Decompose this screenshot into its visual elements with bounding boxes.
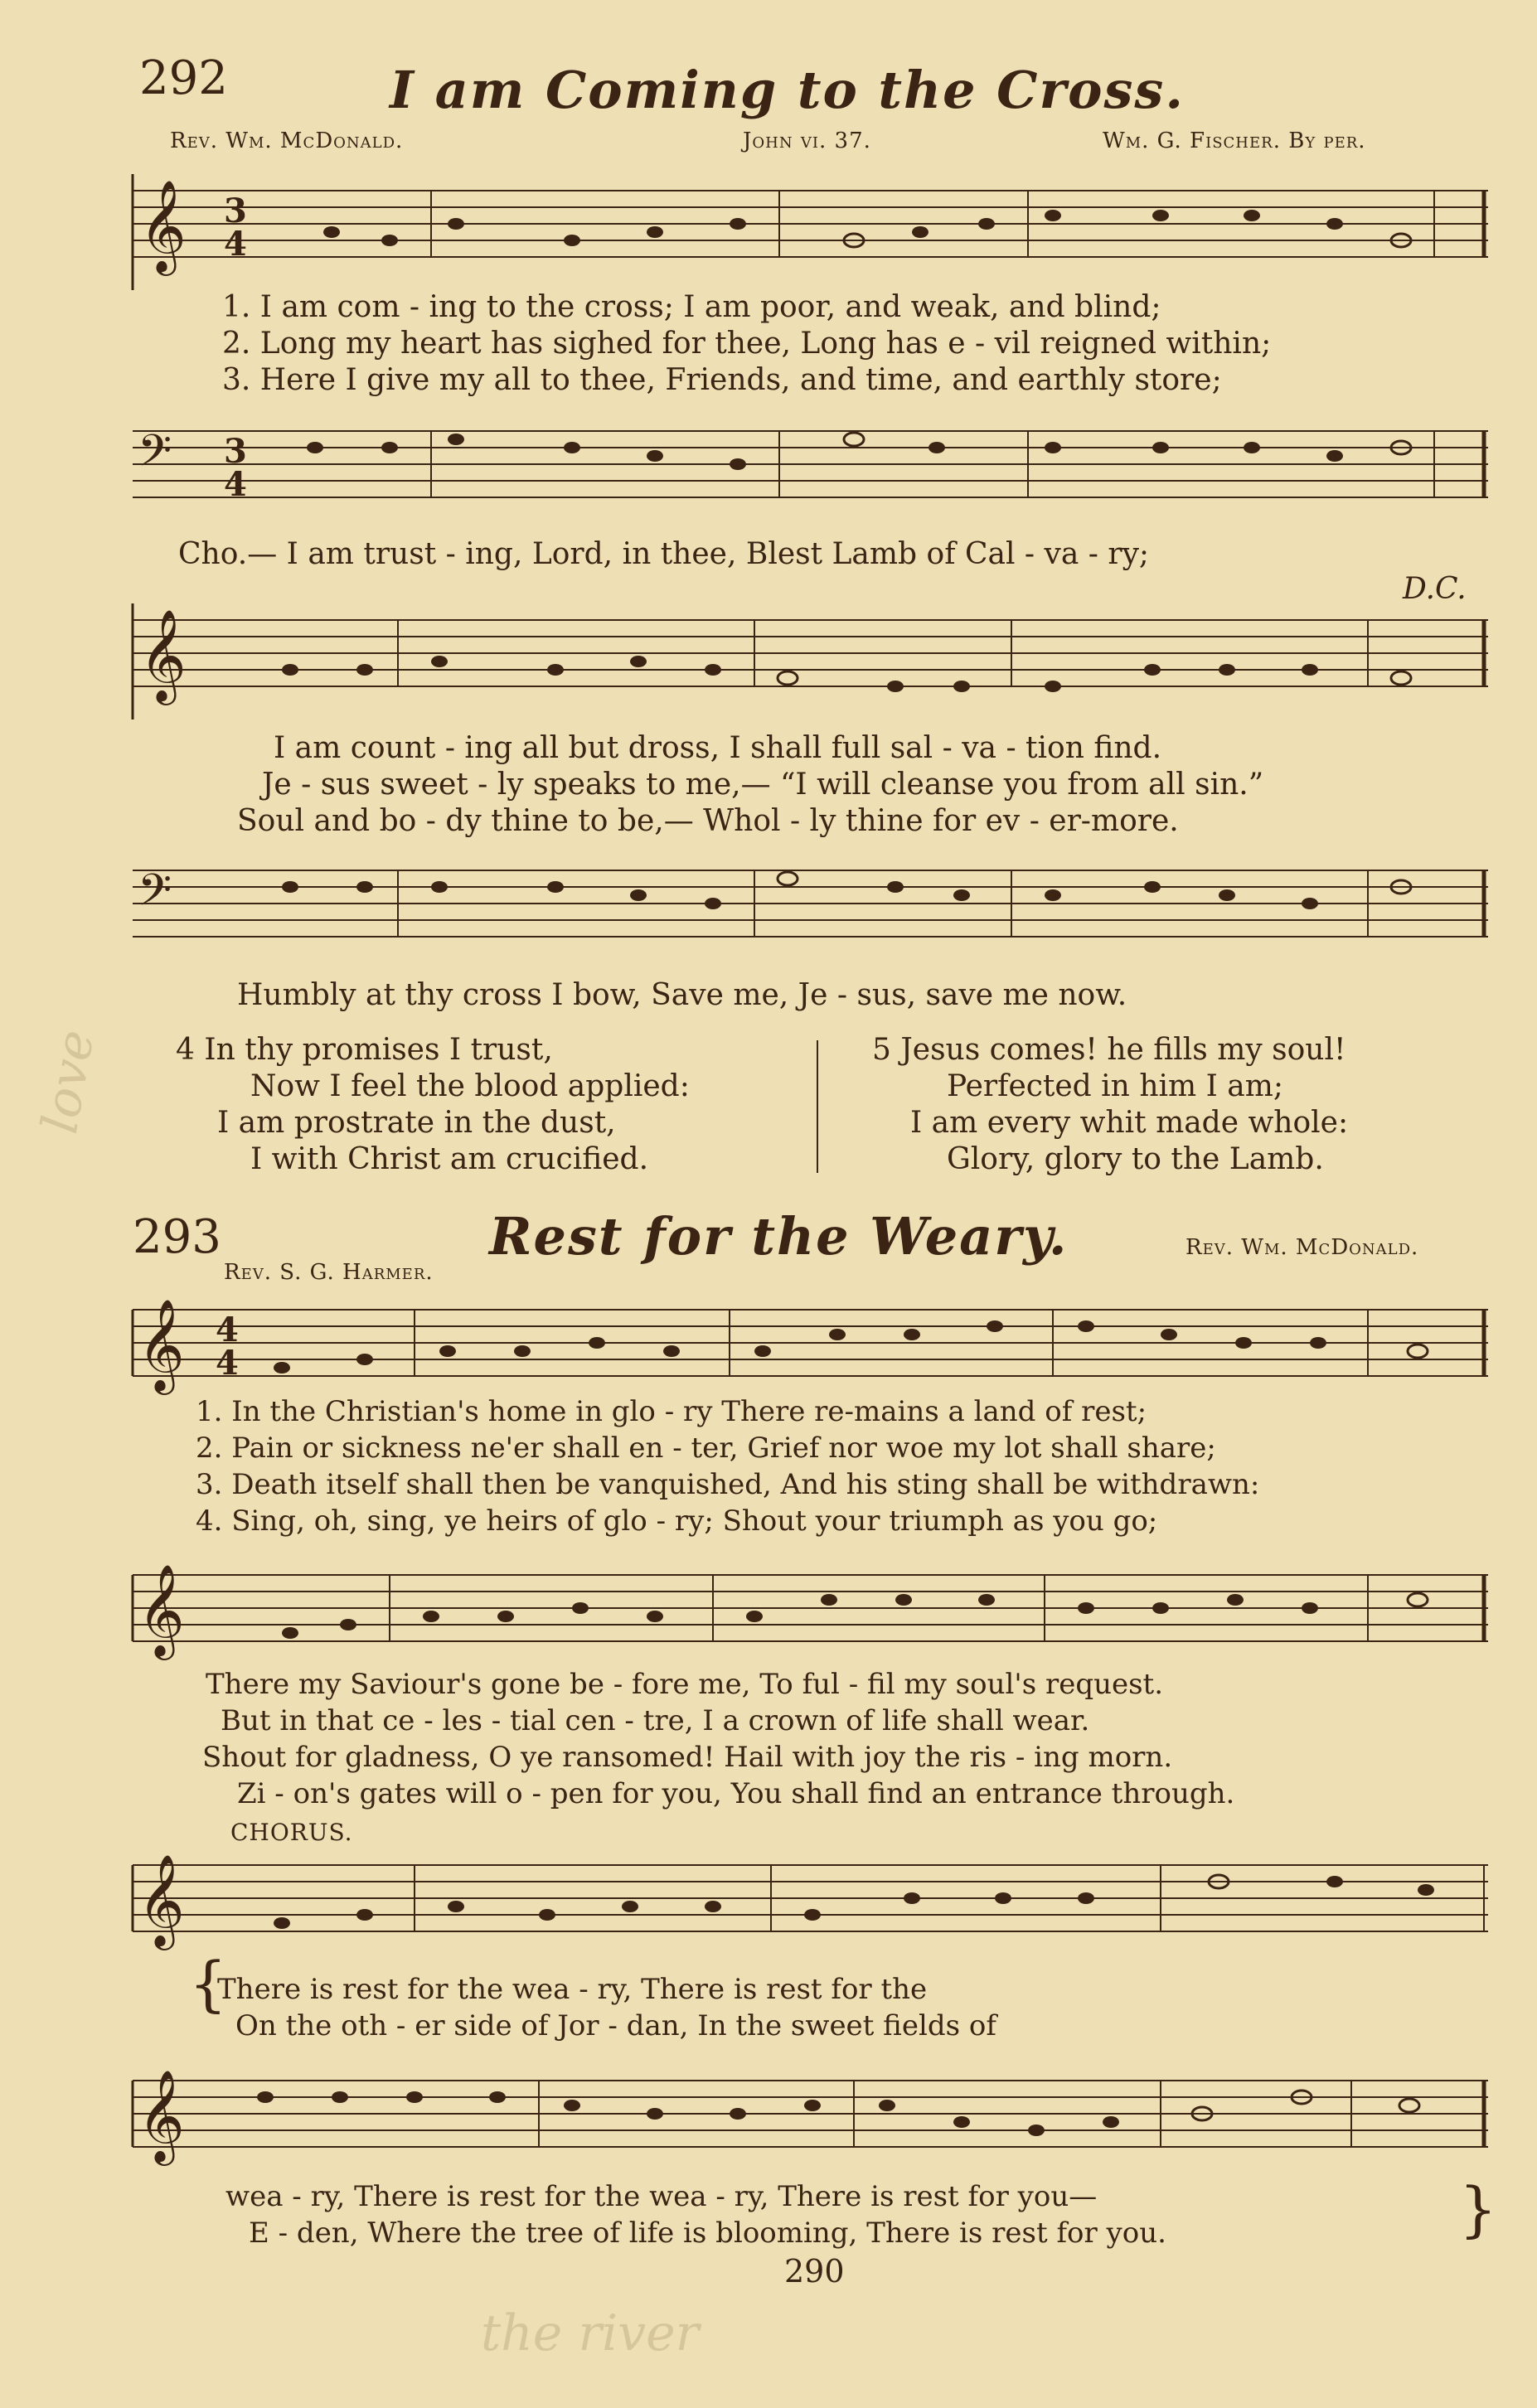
hymn-number: 293 [133,1210,221,1264]
lyric-line: 1. In the Christian's home in glo - ry There re-mains a land of rest; [196,1395,1147,1428]
stanza-4 [176,1032,690,1178]
lyric-line: Je - sus sweet - ly speaks to me,— “I will cleanse you from all sin.” [262,768,1264,802]
lyric-line: Soul and bo - dy thine to be,— Whol - ly thine for ev - er-more. [237,804,1179,838]
chorus-line: There is rest for the wea - ry, There is rest for the [217,1973,928,2006]
lyric-line: 3. Death itself shall then be vanquished, And his sting shall be withdrawn: [196,1468,1260,1501]
staff-treble [124,1558,1492,1666]
svg-text:𝄞: 𝄞 [138,1853,185,1946]
svg-text:4: 4 [224,465,247,504]
stanza-line: 4 In thy promises I trust, [176,1033,553,1067]
svg-text:𝄞: 𝄞 [138,1563,185,1656]
hymn-title: I am Coming to the Cross. [390,60,1185,120]
svg-text:𝄞: 𝄞 [139,179,187,272]
lyric-line: I am count - ing all but dross, I shall full sal - va - tion find. [274,731,1162,765]
svg-text:𝄢: 𝄢 [138,426,172,487]
chorus-line: E - den, Where the tree of life is blooming, There is rest for you. [249,2217,1166,2250]
margin-note: the river [481,2304,700,2362]
chorus-brace: { [189,1949,227,2018]
staff-bass [124,854,1492,970]
hymn-number: 292 [139,51,228,105]
svg-text:3: 3 [224,432,247,471]
svg-text:𝄞: 𝄞 [138,2069,185,2162]
svg-text:3: 3 [224,191,247,230]
chorus-line: On the oth - er side of Jor - dan, In the sweet fields of [235,2009,996,2042]
composer-credit: Rev. S. G. Harmer. [224,1260,434,1285]
svg-text:4: 4 [224,225,247,264]
chorus-label: CHORUS. [230,1819,353,1846]
stanza-divider [817,1040,818,1173]
lyric-line: 4. Sing, oh, sing, ye heirs of glo - ry; Shout your triumph as you go; [196,1504,1158,1538]
stanza-line: Now I feel the blood applied: [250,1069,690,1103]
staff-treble [124,174,1492,290]
stanza-5 [872,1032,1348,1178]
composer-credit: Wm. G. Fischer. By per. [1103,128,1366,153]
lyric-line: 2. Pain or sickness ne'er shall en - ter, Grief nor woe my lot shall share; [196,1432,1216,1465]
scripture-reference: John vi. 37. [743,128,871,153]
lyric-line: 3. Here I give my all to thee, Friends, and time, and earthly store; [222,363,1222,397]
stanza-line: I with Christ am crucified. [250,1142,649,1176]
stanza-line: I am every whit made whole: [910,1106,1349,1140]
svg-text:𝄞: 𝄞 [139,608,187,701]
stanza-line: Perfected in him I am; [947,1069,1283,1103]
svg-text:𝄢: 𝄢 [138,865,172,927]
author-credit: Rev. Wm. McDonald. [1185,1235,1419,1260]
page-number: 290 [784,2253,845,2289]
lyric-line: Humbly at thy cross I bow, Save me, Je - sus, save me now. [237,978,1127,1012]
staff-treble [124,1848,1492,1956]
chorus-brace-close: } [1459,2174,1497,2244]
stanza-line: I am prostrate in the dust, [217,1106,616,1140]
chorus-line: wea - ry, There is rest for the wea - ry, There is rest for you— [225,2180,1098,2213]
lyric-line: Shout for gladness, O ye ransomed! Hail with joy the ris - ing morn. [202,1741,1173,1774]
stanza-line: 5 Jesus comes! he fills my soul! [872,1033,1346,1067]
svg-text:4: 4 [216,1344,239,1383]
lyric-line: 1. I am com - ing to the cross; I am poor, and weak, and blind; [222,290,1161,324]
lyric-line: But in that ce - les - tial cen - tre, I a crown of life shall wear. [221,1704,1090,1737]
staff-treble [124,2064,1492,2172]
lyric-line: 2. Long my heart has sighed for thee, Long has e - vil reigned within; [222,327,1272,361]
author-credit: Rev. Wm. McDonald. [170,128,404,153]
hymn-title: Rest for the Weary. [489,1206,1069,1267]
stanza-line: Glory, glory to the Lamb. [947,1142,1324,1176]
staff-treble [124,1293,1492,1401]
staff-bass [124,414,1492,531]
lyric-line: Zi - on's gates will o - pen for you, You shall find an entrance through. [237,1777,1235,1810]
margin-note: love [31,1025,106,1138]
da-capo-mark: D.C. [1403,572,1467,606]
svg-text:𝄞: 𝄞 [138,1298,185,1391]
chorus-line: Cho.— I am trust - ing, Lord, in thee, Blest Lamb of Cal - va - ry; [178,537,1150,571]
staff-treble [124,603,1492,719]
lyric-line: There my Saviour's gone be - fore me, To ful - fil my soul's request. [206,1668,1164,1701]
svg-text:4: 4 [216,1311,239,1349]
